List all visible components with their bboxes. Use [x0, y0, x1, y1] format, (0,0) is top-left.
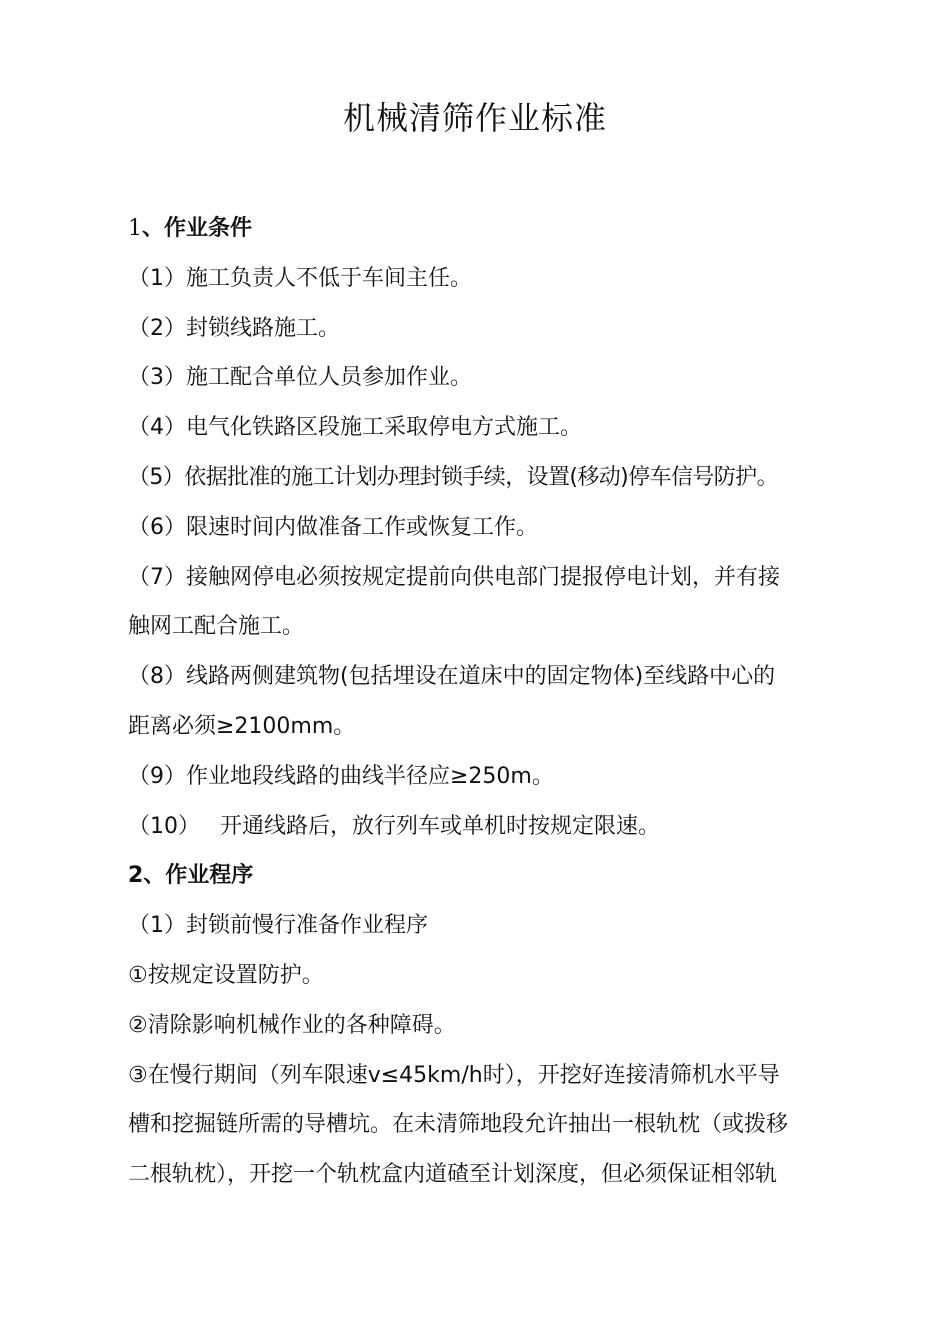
paragraph-line: （2）封锁线路施工。 — [128, 315, 340, 341]
paragraph-line: （9）作业地段线路的曲线半径应≥250m。 — [128, 763, 554, 789]
item-10-text: 开通线路后，放行列车或单机时按规定限速。 — [220, 813, 661, 839]
paragraph-line: （5）依据批准的施工计划办理封锁手续，设置(移动)停车信号防护。 — [128, 464, 778, 490]
paragraph-line-item-10 — [128, 802, 850, 852]
section-2-heading: 2、作业程序 — [128, 863, 254, 889]
paragraph-line: （8）线路两侧建筑物(包括埋设在道床中的固定物体)至线路中心的 — [128, 664, 776, 690]
paragraph-line: 距离必须≥2100mm。 — [128, 713, 356, 739]
document-title: 机械清筛作业标准 — [342, 99, 607, 137]
paragraph-line: 触网工配合施工。 — [128, 614, 305, 640]
paragraph-line: 二根轨枕），开挖一个轨枕盒内道碴至计划深度，但必须保证相邻轨 — [128, 1162, 778, 1188]
paragraph-line: （1）施工负责人不低于车间主任。 — [128, 265, 472, 291]
paragraph-line: （4）电气化铁路区段施工采取停电方式施工。 — [128, 415, 582, 441]
section-1-number: 1 — [128, 216, 142, 241]
paragraph-line: 槽和挖掘链所需的导槽坑。在未清筛地段允许抽出一根轨枕（或拨移 — [128, 1112, 789, 1138]
section-2-subtitle: （1）封锁前慢行准备作业程序 — [128, 913, 428, 939]
paragraph-line: ①按规定设置防护。 — [128, 962, 324, 988]
paragraph-line: （7）接触网停电必须按规定提前向供电部门提报停电计划，并有接 — [128, 564, 780, 590]
section-1-title: 、作业条件 — [142, 216, 253, 241]
item-10-number: （10） — [128, 813, 200, 839]
paragraph-line: （6）限速时间内做准备工作或恢复工作。 — [128, 514, 538, 540]
paragraph-line: ②清除影响机械作业的各种障碍。 — [128, 1012, 456, 1038]
document-body — [128, 204, 850, 1200]
section-1-heading — [128, 204, 850, 254]
paragraph-line: ③在慢行期间（列车限速v≤45km/h时），开挖好连接清筛机水平导 — [128, 1062, 780, 1088]
paragraph-line: （3）施工配合单位人员参加作业。 — [128, 365, 472, 391]
